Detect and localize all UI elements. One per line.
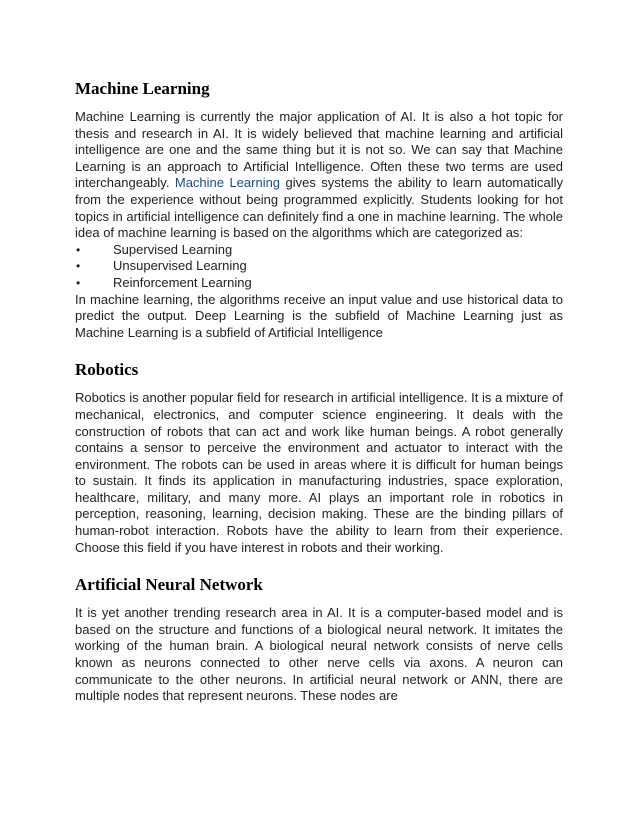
- paragraph-machine-learning-algorithms: In machine learning, the algorithms receive an input value and use historical data to predict the output. Deep Learning is the subfield of Machine Learning just as Machine Learning is a subfield of Artificial Intelligence: [75, 291, 563, 340]
- list-item-label: Supervised Learning: [113, 241, 233, 257]
- paragraph-artificial-neural-network: It is yet another trending research area in AI. It is a computer-based model and is based on the structure and functions of a biological neural network. It imitates the working of the human brain. A biological neural network consists of nerve cells known as neurons connected to other nerve cells via axons. A neuron can communicate to the other neurons. In artificial neural network or ANN, there are multiple nodes that represent neurons. These nodes are: [75, 605, 563, 704]
- section-heading-machine-learning: Machine Learning: [75, 79, 210, 98]
- bullet-icon: •: [76, 275, 81, 290]
- paragraph-machine-learning-intro: [75, 109, 563, 242]
- document-page: [75, 70, 563, 705]
- algorithm-categories-list: [75, 242, 563, 292]
- bullet-icon: •: [76, 259, 81, 274]
- list-item-label: Unsupervised Learning: [113, 258, 247, 274]
- list-item: [75, 275, 563, 292]
- list-item-label: Reinforcement Learning: [113, 274, 252, 290]
- list-item: [75, 258, 563, 275]
- section-heading-artificial-neural-network: Artificial Neural Network: [75, 575, 263, 595]
- paragraph-robotics: Robotics is another popular field for research in artificial intelligence. It is a mixture of mechanical, electronics, and computer science engineering. It deals with the construction of robots that can act and work like human beings. A robot generally contains a sensor to perceive the environment and actuator to interact with the environment. The robots can be used in areas where it is difficult for human beings to sustain. It finds its application in manufacturing industries, space exploration, healthcare, military, and many more. AI plays an important role in robotics in perception, reasoning, learning, decision making. These are the binding pillars of human-robot interaction. Robots have the ability to learn from their experience. Choose this field if you have interest in robots and their working.: [75, 390, 563, 555]
- section-heading-robotics: Robotics: [75, 360, 139, 380]
- paragraph-text: Machine Learning is currently the major application of AI. It is also a hot topic for thesis and research in AI. It is widely believed that machine learning and artificial intelligence are one and the same thing but it is not so. We can say that Machine Learning is an approach to Artificial Intelligence. Often these two terms are used interchangeably.: [75, 109, 563, 191]
- machine-learning-link[interactable]: Machine Learning: [174, 175, 281, 191]
- paragraph-text: gives systems the ability to learn automatically from the experience without being programmed explicitly. Students looking for hot topics in artificial intelligence can definitely find a one in machine learning. The whole idea of machine learning is based on the algorithms which are categorized as:: [75, 175, 563, 241]
- bullet-icon: •: [76, 242, 81, 257]
- list-item: [75, 242, 563, 259]
